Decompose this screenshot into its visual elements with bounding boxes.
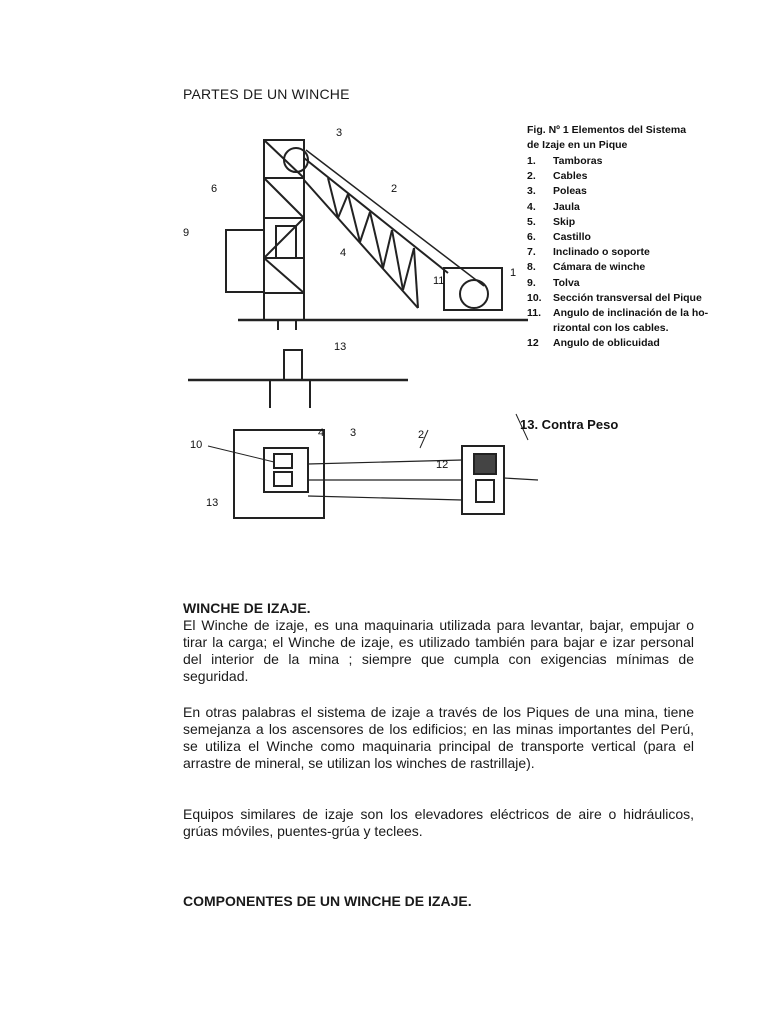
legend-item-text: Cámara de winche (553, 261, 646, 274)
legend-item (527, 154, 727, 169)
legend-item-text: Poleas (553, 185, 587, 198)
legend-item-text: Inclinado o soporte (553, 246, 650, 259)
legend-item-text: Jaula (553, 200, 580, 213)
callout-2-plan: 2 (418, 429, 425, 441)
callout-4-plan: 4 (318, 427, 325, 439)
legend-item-text: Cables (553, 170, 588, 183)
legend-item (527, 276, 727, 291)
legend-item (527, 215, 727, 230)
legend-item-number: 11. (527, 307, 542, 320)
legend-item-text: Castillo (553, 231, 591, 244)
section-heading: WINCHE DE IZAJE. (183, 600, 311, 616)
legend-item-number: 5. (527, 215, 536, 228)
figure-legend (527, 124, 727, 352)
callout-11: 11 (433, 275, 445, 287)
callout-13-plan: 13 (206, 497, 219, 509)
figure-caption-line2: de Izaje en un Pique (527, 139, 628, 151)
callout-3-plan: 3 (350, 427, 357, 439)
callout-6: 6 (211, 183, 218, 195)
paragraph-2: En otras palabras el sistema de izaje a través de los Piques de una mina, tiene semejanza a los ascensores de los edificios; en las minas importantes del Perú, se utiliza el Winche como maquinaria principal de transporte vertical (para el arrastre de mineral, se utilizan los winches de rastrillaje). (183, 704, 694, 771)
legend-item-number: 1. (527, 155, 536, 167)
ore-bin (226, 230, 264, 292)
legend-item-number: 10. (527, 291, 542, 304)
legend-item (527, 169, 727, 184)
legend-item-number: 8. (527, 261, 536, 274)
callout-13-top: 13 (334, 341, 347, 353)
paragraph-1: El Winche de izaje, es una maquinaria utilizada para levantar, bajar, empujar o tirar la carga; el Winche de izaje, es utilizado también para bajar e izar personal del interior de la mina ; siempre que cumpla con exigencias mínimas de seguridad. (183, 617, 694, 684)
legend-item (527, 336, 727, 351)
legend-item (527, 230, 727, 245)
legend-item-text: Angulo de oblicuidad (553, 337, 660, 350)
legend-item (527, 245, 727, 260)
shaft-section-plan (234, 430, 324, 518)
legend-item-number: 3. (527, 185, 536, 198)
callout-2: 2 (391, 183, 398, 195)
legend-item (527, 184, 727, 199)
legend-item-number (527, 321, 553, 336)
contra-peso-label: 13. Contra Peso (520, 417, 619, 432)
section-winche-de-izaje (183, 600, 694, 685)
legend-item-number: 4. (527, 200, 536, 213)
legend-item-number: 2. (527, 170, 536, 183)
legend-item (527, 291, 727, 306)
callout-12: 12 (436, 459, 449, 471)
callout-4: 4 (340, 247, 347, 259)
legend-item-text: Tolva (553, 276, 580, 289)
legend-item-text: Tamboras (553, 155, 603, 167)
paragraph-3: Equipos similares de izaje son los elevadores eléctricos de aire o hidráulicos, grúas móviles, puentes-grúa y teclees. (183, 806, 694, 839)
legend-item-number: 12 (527, 337, 539, 350)
page-title: PARTES DE UN WINCHE (183, 86, 350, 102)
callout-1: 1 (510, 267, 517, 279)
legend-item-number: 6. (527, 231, 536, 244)
hoist-drum (460, 280, 488, 308)
legend-item-text: rizontal con los cables. (553, 322, 669, 335)
legend-item (527, 321, 727, 336)
legend-item (527, 306, 727, 321)
legend-item-text: Sección transversal del Pique (553, 291, 702, 304)
legend-item-number: 7. (527, 246, 536, 259)
callout-9: 9 (183, 227, 190, 239)
section-heading-componentes: COMPONENTES DE UN WINCHE DE IZAJE. (183, 893, 472, 909)
legend-item-number: 9. (527, 276, 536, 289)
figure-caption-line1: Fig. Nº 1 Elementos del Sistema (527, 124, 687, 136)
legend-item-text: Skip (553, 215, 576, 228)
legend-item-text: Angulo de inclinación de la ho- (553, 307, 709, 320)
legend-item (527, 200, 727, 215)
winch-house (444, 268, 502, 310)
callout-3: 3 (336, 127, 343, 139)
legend-item (527, 260, 727, 275)
callout-10: 10 (190, 439, 203, 451)
